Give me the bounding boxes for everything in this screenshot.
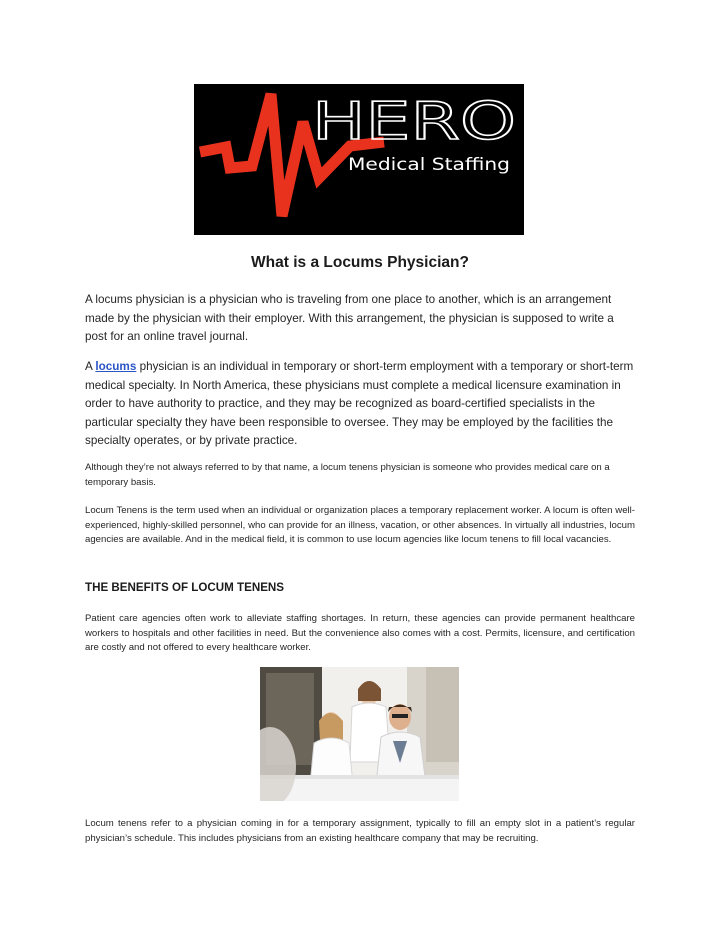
paragraph-temporary-assignment: Locum tenens refer to a physician coming in for a temporary assignment, typically to fill an empty slot in a patient’s regular physician’s schedule. This includes physicians from an existing healthcare company that may be recruiting.	[85, 818, 635, 844]
photo-illustration	[260, 667, 459, 801]
hero-medical-staffing-logo	[194, 84, 524, 235]
medical-staff-photo	[260, 667, 459, 801]
article-title: What is a Locums Physician?	[251, 254, 469, 271]
section-heading-benefits: THE BENEFITS OF LOCUM TENENS	[85, 581, 285, 594]
paragraph-locum-tenens-note: Although they’re not always referred to by that name, a locum tenens physician is someone who provides medical care on a temporary basis.	[85, 462, 610, 488]
paragraph-benefits: Patient care agencies often work to alleviate staffing shortages. In return, these agencies can provide permanent healthcare workers to hospitals and other facilities in need. But the convenience also comes with a cost. Permits, licensure, and certification are costly and not offered to every healthcare worker.	[85, 613, 635, 653]
logo-brand-word: HERO	[312, 92, 516, 152]
paragraph-rest: physician is an individual in temporary or short-term employment with a temporary or short-term medical specialty. In North America, these physicians must complete a medical licensure examination in order to have authority to practice, and they may be recognized as board-certified specialists in the particular specialty they have been responsible to oversee. They may be employed by the facilities the specialty operates, or by private practice.	[85, 360, 634, 448]
paragraph-definition	[85, 358, 635, 451]
paragraph-lead: A	[85, 360, 93, 373]
logo-tagline: Medical Staffing	[348, 155, 510, 174]
logo-graphic	[194, 84, 524, 235]
paragraph-locum-tenens-term: Locum Tenens is the term used when an individual or organization places a temporary replacement worker. A locum is often well-experienced, highly-skilled personnel, who can provide for an illness, vacation, or other absences. In virtually all industries, locum agencies are available. And in the medical field, it is common to use locum agencies like locum tenens to fill local vacancies.	[85, 505, 635, 545]
locums-link[interactable]: locums	[95, 360, 137, 373]
paragraph-intro: A locums physician is a physician who is traveling from one place to another, which is an arrangement made by the physician with their employer. With this arrangement, the physician is supposed to write a post for an online travel journal.	[85, 293, 614, 344]
